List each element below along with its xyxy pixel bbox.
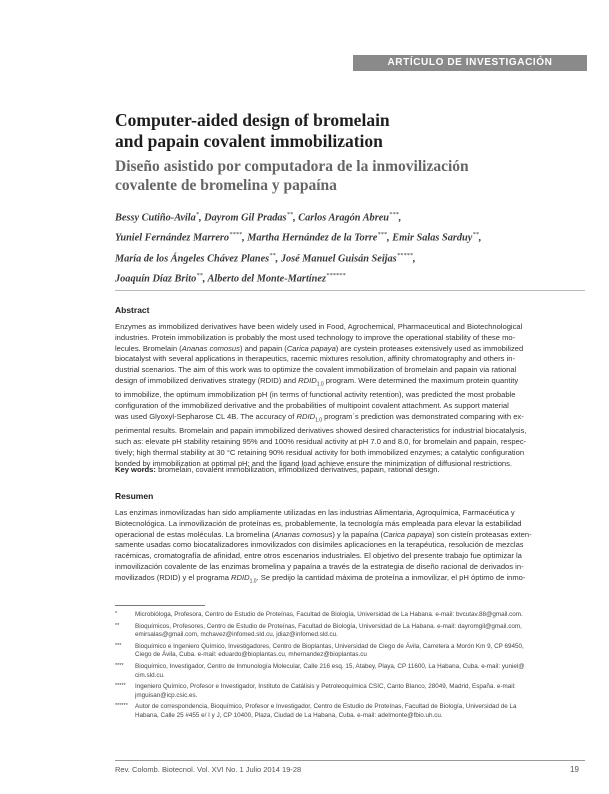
abstract-line: such as: elevate pH stability retaining 95% and 100% residual activity at pH 7.0 and 8.0, for bromelain and papain, respec-	[115, 437, 527, 446]
footnote-mark: ******	[115, 703, 128, 710]
footnote	[115, 683, 585, 700]
keywords-text: bromelain, covalent immobilization, immobilized derivatives, papain, rational design.	[158, 465, 440, 474]
abstract-text	[115, 322, 585, 469]
resumen-line: movilizados (RDID) y el programa $RDID_{1.0}$. Se predijo la cantidad máxima de proteína a inmovilizar, el pH óptimo de inmo-	[115, 572, 526, 585]
title-line: and papain covalent immobilization	[115, 131, 383, 151]
footnote	[115, 703, 585, 720]
footnote-line: Ingeniero Químico, Profesor e Investigador, Instituto de Catálisis y Petroleoquímica CSIC, Canto Blanco, 28049, Madrid, España. e-mail:	[135, 683, 516, 691]
author-affiliation-mark: **	[472, 231, 479, 239]
keywords-label: Key words:	[115, 465, 156, 474]
author-name: María de los Ángeles Chávez Planes	[115, 253, 270, 265]
footnote-line: emirsalas@gmail.com, mchavez@infomed.sld.cu, jdiaz@infomed.sld.cu.	[135, 631, 338, 639]
footnote-mark: *	[115, 611, 118, 617]
footnote-line: Bioquímico e Ingeniero Químico, Investigadores, Centro de Bioplantas, Universidad de Ciego de Ávila, Carretera a Morón Km 9, CP 69450,	[135, 642, 524, 650]
abstract-heading: Abstract	[115, 305, 150, 315]
footnote-line: Autor de correspondencia, Bioquímico, Profesor e Investigador, Centro de Estudio de Proteínas, Facultad de Biología, Universidad de La	[135, 703, 517, 711]
abstract-line: tively; high thermal stability at 30 °C retaining 90% residual activity for both immobilized enzymes; a catalytic configuration	[115, 447, 525, 457]
footnotes	[115, 605, 585, 724]
divider	[115, 290, 585, 291]
abstract-line: lecules. Bromelain (Ananas comosus) and papain (Carica papaya) are cystein proteases extensively used as immobilized	[115, 343, 524, 353]
author-affiliation-mark: ***	[389, 211, 399, 218]
page-number: 19	[570, 765, 579, 774]
footnote	[115, 663, 585, 680]
abstract-line: design of immobilized derivatives strategy (RDID) and $RDID_{1.0}$ program. Were determined the maximum protein quantity	[115, 375, 519, 388]
abstract-line: bonded by immobilization at optimal pH; and the ligand load achieve ensure the minimization of diffusional restrictions.	[115, 458, 513, 468]
footnote-line: Microbióloga, Profesora, Centro de Estudio de Proteínas, Facultad de Biología, Universidad de La Habana. e-mail: bvcutav.88@gmail.com.	[135, 611, 523, 618]
author-name: Dayrom Gil Pradas	[204, 212, 287, 224]
author-name: Emir Salas Sarduy	[392, 232, 473, 244]
author-list	[115, 206, 585, 288]
author-line: Joaquín Díaz Brito**, Alberto del Monte-Martínez******	[115, 272, 346, 285]
author-affiliation-mark: **	[196, 272, 203, 280]
abstract-line: was used Glyoxyl-Sepharose CL 4B. The accuracy of $RDID_{1.0}$ program´s prediction was demonstrated comparing with ex-	[115, 411, 524, 424]
footnote-mark: **	[115, 622, 120, 629]
author-line: Yuniel Fernández Marrero****, Martha Hernández de la Torre***, Emir Salas Sarduy**,	[115, 231, 482, 244]
section-banner: ARTÍCULO DE INVESTIGACIÓN	[353, 55, 587, 71]
footer-divider	[115, 760, 585, 761]
author-name: Joaquín Díaz Brito	[115, 273, 197, 285]
author-affiliation-mark: **	[269, 251, 276, 259]
resumen-heading: Resumen	[115, 491, 154, 501]
footnote-line: Ciego de Ávila, Cuba. e-mail: eduardo@bioplantas.cu, mhernandez@bioplantas.cu	[135, 651, 367, 659]
author-name: Yuniel Fernández Marrero	[115, 232, 230, 244]
footnote-line: cim.sld.cu.	[135, 671, 165, 679]
author-affiliation-mark: ***	[377, 231, 388, 239]
footnote-mark: ***	[115, 642, 122, 649]
keywords	[115, 465, 585, 474]
author-affiliation-mark: *	[195, 211, 200, 218]
abstract-line: industries. Protein immobilization is probably the most used technology to improve the operational stability of these mo-	[115, 332, 516, 342]
footnote-mark: *****	[115, 683, 126, 690]
author-name: Martha Hernández de la Torre	[247, 232, 378, 244]
author-name: Carlos Aragón Abreu	[298, 212, 390, 224]
title-line: Computer-aided design of bromelain	[115, 110, 390, 130]
title-line: covalente de bromelina y papaína	[115, 177, 337, 194]
footnote-line: Bioquímicos, Profesores, Centro de Estudio de Proteínas, Facultad de Biología, Universidad de La Habana. e-mail: dayromgil@gmail.com,	[135, 622, 522, 630]
footnote	[115, 623, 585, 640]
author-affiliation-mark: ****	[229, 231, 243, 239]
footnote-line: Bioquímico, Investigador, Centro de Inmunología Molecular, Calle 216 esq. 15, Atabey, Playa, CP 11600, La Habana, Cuba. e-mail: yuniel@	[135, 662, 525, 670]
article-title-spanish	[115, 157, 555, 195]
abstract-line: to immobilize, the optimum immobilization pH (in terms of functional activity retention), was predicted the most probable	[115, 390, 516, 400]
resumen-line: samente usadas como biocatalizadores inmovilizados con disímiles aplicaciones en la terapéutica, resolución de mezclas	[115, 540, 524, 550]
author-name: Alberto del Monte-Martínez	[207, 273, 326, 285]
author-name: Bessy Cutiño-Avila	[115, 212, 196, 224]
author-affiliation-mark: *****	[396, 251, 413, 259]
abstract-line: configuration of the immobilized derivative and the probabilities of multipoint covalent attachment. As support material	[115, 401, 509, 411]
article-title-english	[115, 110, 555, 152]
resumen-line: inmovilización covalente de las enzimas bromelina y papaína a través de la estrategia de diseño racional de derivados in-	[115, 561, 524, 571]
resumen-line: operacional de estas moléculas. La bromelina (Ananas comosus) y la papaína (Carica papaya) son cisteín proteasas exten-	[115, 529, 532, 539]
footnote	[115, 643, 585, 660]
footnote-line: jmguisan@icp.csic.es.	[135, 691, 198, 699]
title-line: Diseño asistido por computadora de la inmovilización	[115, 158, 469, 175]
abstract-line: biocatalyst with several applications in therapeutics, racemic mixtures resolution, affinity chromatography and others in-	[115, 354, 515, 364]
resumen-line: racémicas, cromatografía de afinidad, entre otros escenarios industriales. El objetivo del presente trabajo fue optimizar la	[115, 551, 522, 561]
footnote-mark: ****	[115, 662, 124, 669]
abstract-line: dustrial scenarios. The aim of this work was to optimize the covalent immobilization of bromelain and papain via rational	[115, 365, 517, 375]
resumen-line: Biotecnológica. La inmovilización de proteínas es, probablemente, la tecnología más empleada para elevar la estabilidad	[115, 518, 522, 528]
footnote-divider	[115, 605, 205, 606]
abstract-line: Enzymes as immobilized derivatives have been widely used in Food, Agrochemical, Pharmaceutical and Biotechnological	[115, 322, 523, 331]
resumen-line: Las enzimas inmovilizadas han sido ampliamente utilizadas en las industrias Alimentaria, Agroquímica, Farmacéutica y	[115, 508, 515, 517]
author-name: José Manuel Guisán Seijas	[280, 253, 397, 265]
footnote	[115, 611, 585, 620]
author-affiliation-mark: **	[286, 211, 294, 218]
resumen-text	[115, 508, 585, 587]
footnote-line: Habana, Calle 25 #455 e/ I y J, CP 10400, Plaza, Ciudad de La Habana, Cuba. e-mail: adelmonte@fbio.uh.cu.	[135, 711, 443, 719]
journal-citation: Rev. Colomb. Biotecnol. Vol. XVI No. 1 Julio 2014 19-28	[115, 765, 302, 774]
abstract-line: perimental results. Bromelain and papain immobilized derivatives showed desired characteristics for industrial biocatalysis,	[115, 426, 527, 436]
author-affiliation-mark: ******	[325, 272, 346, 280]
author-line: Bessy Cutiño-Avila*, Dayrom Gil Pradas**, Carlos Aragón Abreu***,	[115, 211, 402, 224]
author-line: María de los Ángeles Chávez Planes**, José Manuel Guisán Seijas*****,	[115, 251, 416, 265]
